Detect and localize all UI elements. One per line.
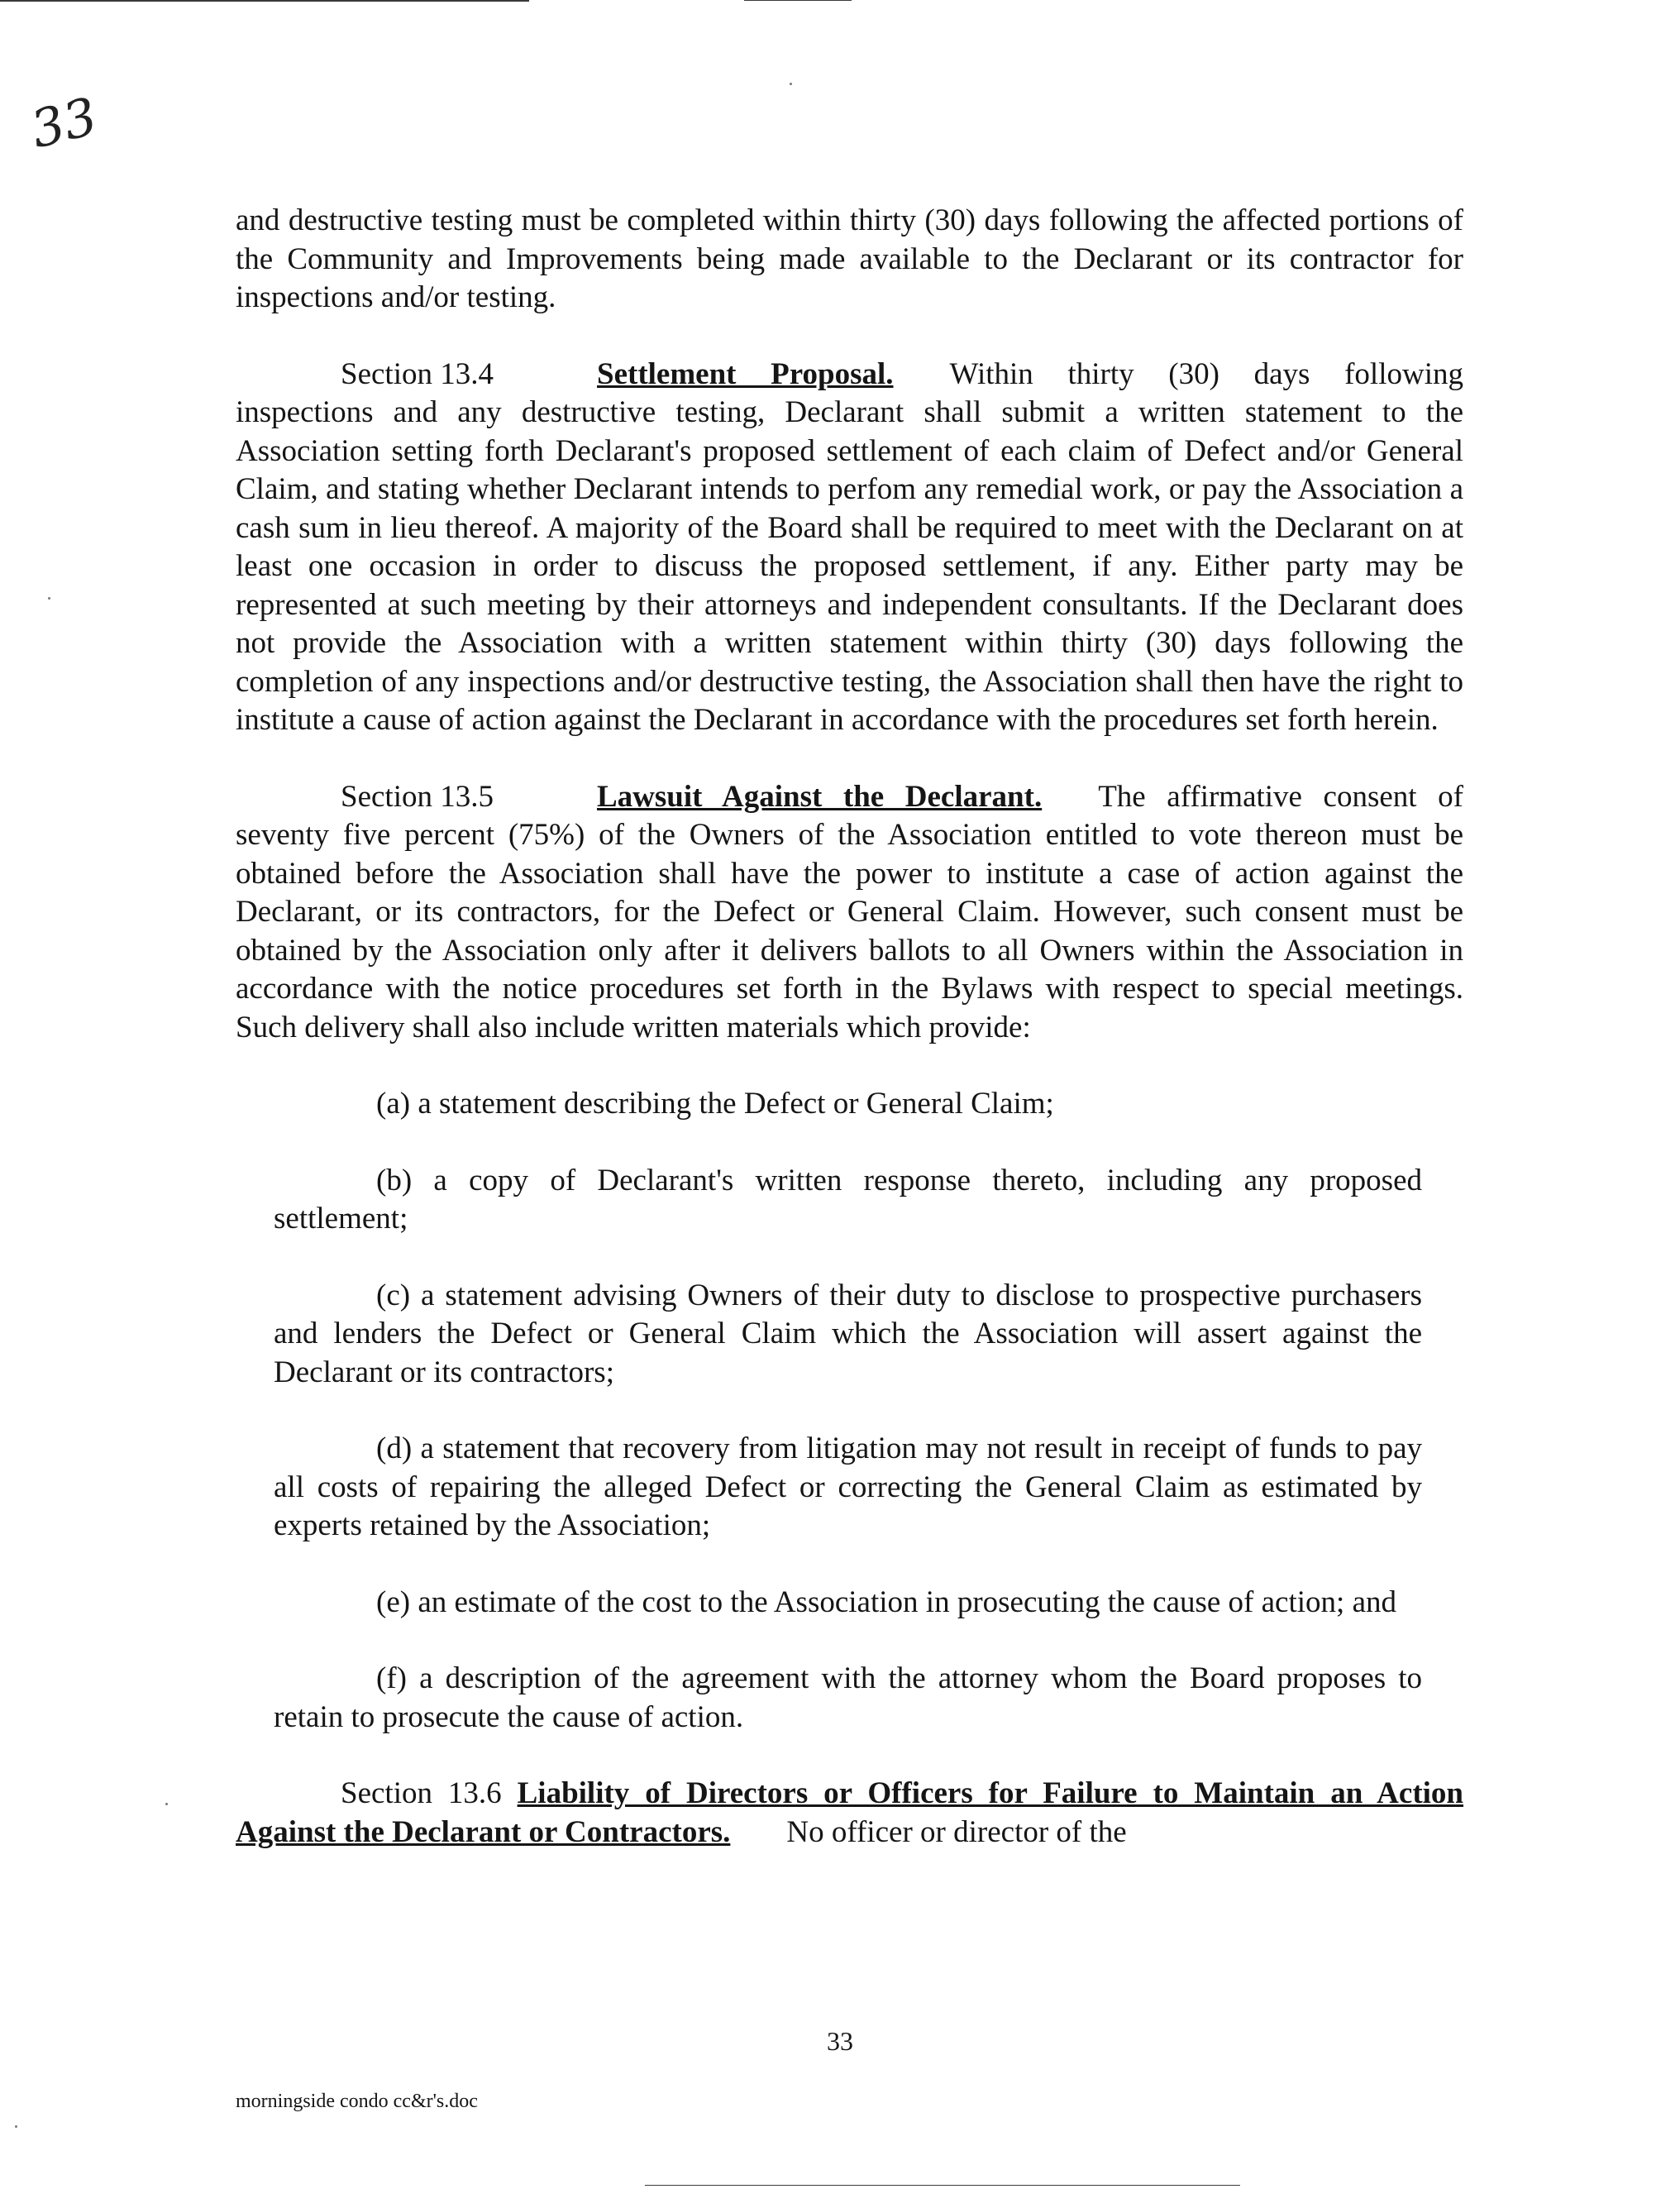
scan-speck: [165, 1803, 168, 1805]
section-13-4: [236, 356, 1463, 740]
scan-speck: [790, 83, 792, 85]
list-item-c: (c) a statement advising Owners of their duty to disclose to prospective purchasers and lenders the Defect or General Claim which the Association will assert against the Declarant or its contractors;: [274, 1278, 1422, 1389]
section-13-6: [236, 1775, 1463, 1852]
document-body: [236, 202, 1463, 1852]
scan-top-line: [0, 0, 529, 2]
scan-top-dash: [744, 0, 852, 1]
scan-bottom-line: [645, 2185, 1240, 2186]
section-number: Section 13.6: [341, 1776, 502, 1810]
list-item-f: (f) a description of the agreement with the attorney whom the Board proposes to retain to prosecute the cause of action.: [274, 1661, 1422, 1734]
section-body: No officer or director of the: [786, 1814, 1127, 1849]
section-number: Section 13.5: [341, 779, 494, 814]
intro-paragraph: and destructive testing must be completed within thirty (30) days following the affected portions of the Community and Improvements being made available to the Declarant or its contractor for inspections and/or testing.: [236, 203, 1463, 314]
page-number: 33: [827, 2026, 853, 2056]
list-item-d: (d) a statement that recovery from litigation may not result in receipt of funds to pay all costs of repairing the alleged Defect or correcting the General Claim as estimated by experts retained by the Association;: [274, 1431, 1422, 1542]
scan-speck: [48, 597, 50, 600]
section-heading: Lawsuit Against the Declarant.: [597, 779, 1043, 814]
list-item-e: (e) an estimate of the cost to the Association in prosecuting the cause of action; and: [376, 1584, 1396, 1619]
section-heading: Settlement Proposal.: [597, 356, 894, 391]
scan-speck: [15, 2125, 17, 2128]
list-item-b: (b) a copy of Declarant's written response thereto, including any proposed settlement;: [274, 1163, 1422, 1235]
section-number: Section 13.4: [341, 356, 494, 391]
section-body: Within thirty (30) days following inspections and any destructive testing, Declarant shall submit a written statement to the Association setting forth Declarant's proposed settlement of each claim of Defect and/or General Claim, and stating whether Declarant intends to perfom any remedial work, or pay the Association a cash sum in lieu thereof. A majority of the Board shall be required to meet with the Declarant on at least one occasion in order to discuss the proposed settlement, if any. Either party may be represented at such meeting by their attorneys and independent consultants. If the Declarant does not provide the Association with a written statement within thirty (30) days following the completion of any inspections and/or destructive testing, the Association shall then have the right to institute a cause of action against the Declarant in accordance with the procedures set forth herein.: [236, 356, 1463, 737]
section-13-5: [236, 778, 1463, 1048]
handwritten-page-mark: 33: [25, 85, 103, 160]
footer-filename: morningside condo cc&r's.doc: [236, 2091, 478, 2112]
section-body: The affirmative consent of seventy five percent (75%) of the Owners of the Association entitled to vote thereon must be obtained before the Association shall have the power to institute a case of action against the Declarant, or its contractors, for the Defect or General Claim. However, such consent must be obtained by the Association only after it delivers ballots to all Owners within the Association in accordance with the notice procedures set forth in the Bylaws with respect to special meetings. Such delivery shall also include written materials which provide:: [236, 779, 1463, 1044]
section-heading: Liability of Directors or Officers for Failure to Maintain an Action Against the Declarant or Contractors.: [236, 1776, 1463, 1849]
list-item-a: (a) a statement describing the Defect or General Claim;: [376, 1087, 1054, 1121]
